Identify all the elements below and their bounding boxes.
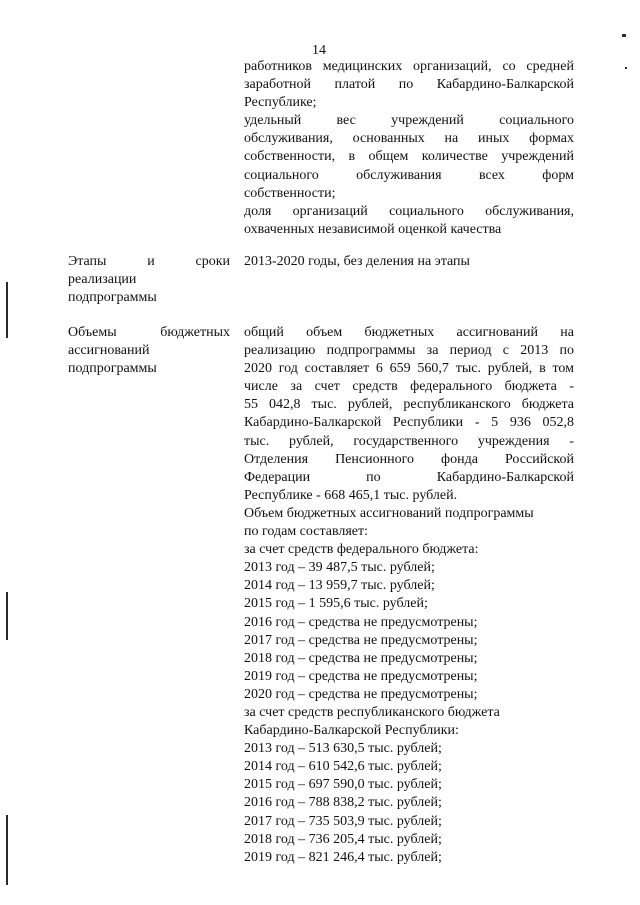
text-line: за счет средств федерального бюджета: <box>244 542 479 558</box>
text-line: 2017 год – 735 503,9 тыс. рублей; <box>244 813 442 829</box>
text-line: 2015 год – 697 590,0 тыс. рублей; <box>244 777 442 793</box>
scan-mark-left-1 <box>6 282 8 338</box>
scan-mark-top-right <box>622 34 626 37</box>
text-line: Федерации по Кабардино-Балкарской <box>244 469 574 485</box>
text-line: 2018 год – 736 205,4 тыс. рублей; <box>244 831 442 847</box>
text-line: 2014 год – 13 959,7 тыс. рублей; <box>244 578 435 594</box>
scan-mark-left-2 <box>6 592 8 640</box>
text-line: 2019 год – средства не предусмотрены; <box>244 668 478 684</box>
text-line: заработной платой по Кабардино-Балкарской <box>244 77 574 93</box>
scan-mark-right-dot <box>625 67 627 69</box>
text-line: 2016 год – средства не предусмотрены; <box>244 614 478 630</box>
text-line: 2017 год – средства не предусмотрены; <box>244 632 478 648</box>
text-line: собственности; <box>244 185 336 201</box>
label-line: реализации <box>68 272 137 288</box>
text-line: социального обслуживания всех форм <box>244 167 574 183</box>
text-line: работников медицинских организаций, со средней <box>244 59 574 74</box>
text-line: 2013 год – 39 487,5 тыс. рублей; <box>244 560 435 576</box>
text-line: Кабардино-Балкарской Республики - 5 936 052,8 <box>244 415 574 431</box>
label-line: Этапы и сроки <box>68 254 230 269</box>
text-line: общий объем бюджетных ассигнований на <box>244 325 574 340</box>
text-line: 2019 год – 821 246,4 тыс. рублей; <box>244 849 442 865</box>
text-line: Отделения Пенсионного фонда Российской <box>244 451 574 467</box>
text-line: Кабардино-Балкарской Республики: <box>244 723 459 739</box>
funding-label <box>68 324 230 378</box>
label-line: подпрограммы <box>68 290 157 306</box>
label-line: ассигнований <box>68 343 150 359</box>
stages-value <box>244 253 574 271</box>
text-line: за счет средств республиканского бюджета <box>244 704 500 720</box>
text-line: 2016 год – 788 838,2 тыс. рублей; <box>244 795 442 811</box>
text-line: 2014 год – 610 542,6 тыс. рублей; <box>244 759 442 775</box>
text-line: обслуживания, основанных на иных формах <box>244 131 574 147</box>
text-line: собственности, в общем количестве учреждений <box>244 149 574 165</box>
text-line: 2020 год – средства не предусмотрены; <box>244 686 478 702</box>
text-line: числе за счет средств федерального бюджета - <box>244 379 574 395</box>
text-line: 55 042,8 тыс. рублей, республиканского бюджета <box>244 397 574 413</box>
text-line: 2013 год – 513 630,5 тыс. рублей; <box>244 741 442 757</box>
text-line: Объем бюджетных ассигнований подпрограммы <box>244 505 534 521</box>
text-line: реализацию подпрограммы за период с 2013 по <box>244 343 574 359</box>
text-line: 2018 год – средства не предусмотрены; <box>244 650 478 666</box>
text-line: по годам составляет: <box>244 524 369 540</box>
text-line: 2020 год составляет 6 659 560,7 тыс. рублей, в том <box>244 361 574 377</box>
stages-value-text: 2013-2020 годы, без деления на этапы <box>244 254 470 269</box>
text-line: тыс. рублей, государственного учреждения - <box>244 433 574 449</box>
text-line: доля организаций социального обслуживания, <box>244 203 574 219</box>
scan-mark-left-3 <box>6 815 8 885</box>
text-line: охваченных независимой оценкой качества <box>244 221 502 237</box>
text-line: удельный вес учреждений социального <box>244 113 574 129</box>
label-line: подпрограммы <box>68 361 157 377</box>
text-line: Республике; <box>244 95 317 111</box>
label-line: Объемы бюджетных <box>68 325 230 340</box>
text-line: Республике - 668 465,1 тыс. рублей. <box>244 487 458 503</box>
stages-label <box>68 253 230 307</box>
page-number: 14 <box>312 43 326 58</box>
text-line: 2015 год – 1 595,6 тыс. рублей; <box>244 596 428 612</box>
funding-text <box>244 324 574 867</box>
indicators-text <box>244 58 574 239</box>
